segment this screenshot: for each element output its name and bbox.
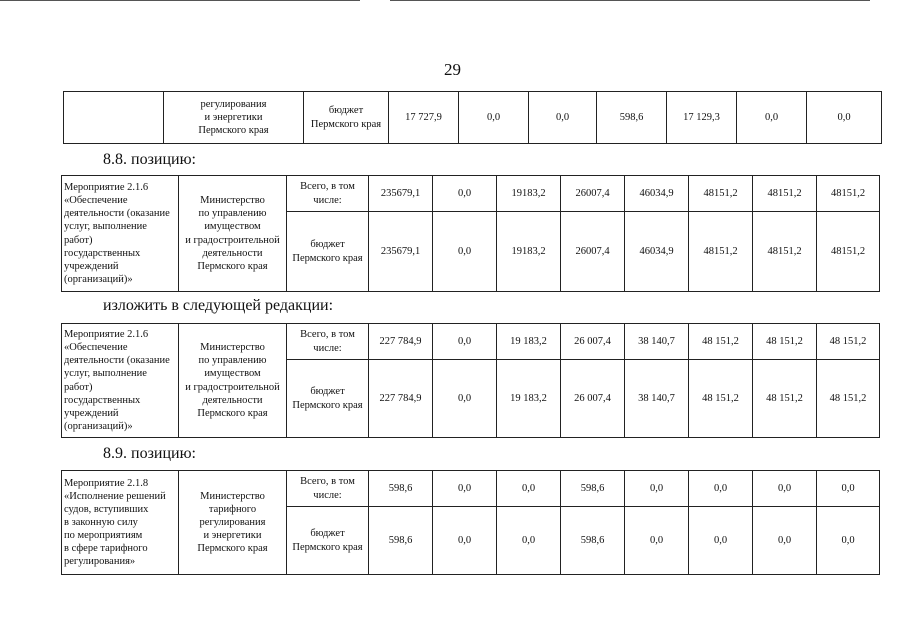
value-cell: 26007,4 [561, 176, 625, 212]
value-cell: 0,0 [753, 471, 817, 507]
value-cell: 0,0 [807, 92, 882, 144]
caption-8-8: 8.8. позицию: [103, 151, 196, 168]
value-cell: 0,0 [817, 471, 880, 507]
value-cell: 598,6 [369, 471, 433, 507]
executor-cell: Министерство тарифного регулирования и энергетики Пермского края [179, 471, 287, 575]
value-cell: 48151,2 [689, 212, 753, 292]
value-cell: 48 151,2 [753, 324, 817, 360]
value-cell: 0,0 [737, 92, 807, 144]
value-cell: 0,0 [433, 471, 497, 507]
value-cell: 48151,2 [753, 176, 817, 212]
value-cell: 598,6 [369, 507, 433, 575]
activity-cell: Мероприятие 2.1.6 «Обеспечение деятельности (оказание услуг, выполнение работ) государственных учреждений (организаций)» [62, 324, 179, 438]
value-cell: 0,0 [433, 212, 497, 292]
executor-cell: Министерство по управлению имуществом и градостроительной деятельности Пермского края [179, 324, 287, 438]
value-cell: 38 140,7 [625, 360, 689, 438]
value-cell: 598,6 [561, 471, 625, 507]
source-cell: Всего, в том числе: [287, 176, 369, 212]
value-cell: 17 727,9 [389, 92, 459, 144]
value-cell: 17 129,3 [667, 92, 737, 144]
value-cell: 0,0 [689, 507, 753, 575]
source-cell: бюджет Пермского края [287, 507, 369, 575]
value-cell: 48151,2 [689, 176, 753, 212]
value-cell: 227 784,9 [369, 360, 433, 438]
value-cell: 0,0 [433, 324, 497, 360]
value-cell: 0,0 [625, 471, 689, 507]
activity-cell [64, 92, 164, 144]
value-cell: 0,0 [497, 471, 561, 507]
page-number: 29 [444, 60, 461, 79]
value-cell: 48151,2 [817, 212, 880, 292]
value-cell: 0,0 [817, 507, 880, 575]
value-cell: 0,0 [625, 507, 689, 575]
source-cell: Всего, в том числе: [287, 324, 369, 360]
source-cell: бюджет Пермского края [304, 92, 389, 144]
activity-cell: Мероприятие 2.1.6 «Обеспечение деятельности (оказание услуг, выполнение работ) государственных учреждений (организаций)» [62, 176, 179, 292]
value-cell: 0,0 [689, 471, 753, 507]
value-cell: 19183,2 [497, 212, 561, 292]
value-cell: 19 183,2 [497, 360, 561, 438]
top-edge-line-left [0, 0, 360, 1]
source-cell: бюджет Пермского края [287, 360, 369, 438]
value-cell: 0,0 [433, 507, 497, 575]
value-cell: 26 007,4 [561, 360, 625, 438]
table-continuation [63, 91, 882, 144]
executor-cell: регулирования и энергетики Пермского края [164, 92, 304, 144]
activity-cell: Мероприятие 2.1.8 «Исполнение решений судов, вступивших в законную силу по мероприятиям в сфере тарифного регулирования» [62, 471, 179, 575]
value-cell: 0,0 [529, 92, 597, 144]
value-cell: 26 007,4 [561, 324, 625, 360]
value-cell: 0,0 [433, 360, 497, 438]
value-cell: 235679,1 [369, 176, 433, 212]
value-cell: 48151,2 [753, 212, 817, 292]
value-cell: 19 183,2 [497, 324, 561, 360]
value-cell: 598,6 [561, 507, 625, 575]
value-cell: 19183,2 [497, 176, 561, 212]
value-cell: 48 151,2 [753, 360, 817, 438]
table-8-8-old [61, 175, 880, 292]
value-cell: 26007,4 [561, 212, 625, 292]
value-cell: 0,0 [497, 507, 561, 575]
value-cell: 48151,2 [817, 176, 880, 212]
executor-cell: Министерство по управлению имуществом и градостроительной деятельности Пермского края [179, 176, 287, 292]
caption-8-9: 8.9. позицию: [103, 445, 196, 462]
table-8-8-new [61, 323, 880, 438]
value-cell: 0,0 [459, 92, 529, 144]
value-cell: 48 151,2 [689, 324, 753, 360]
value-cell: 46034,9 [625, 212, 689, 292]
value-cell: 48 151,2 [817, 324, 880, 360]
value-cell: 48 151,2 [689, 360, 753, 438]
source-cell: Всего, в том числе: [287, 471, 369, 507]
top-edge-line-right [390, 0, 870, 1]
value-cell: 0,0 [753, 507, 817, 575]
table-8-9 [61, 470, 880, 575]
value-cell: 48 151,2 [817, 360, 880, 438]
value-cell: 598,6 [597, 92, 667, 144]
source-cell: бюджет Пермского края [287, 212, 369, 292]
value-cell: 227 784,9 [369, 324, 433, 360]
value-cell: 235679,1 [369, 212, 433, 292]
value-cell: 46034,9 [625, 176, 689, 212]
value-cell: 0,0 [433, 176, 497, 212]
caption-new-edition: изложить в следующей редакции: [103, 297, 334, 314]
value-cell: 38 140,7 [625, 324, 689, 360]
